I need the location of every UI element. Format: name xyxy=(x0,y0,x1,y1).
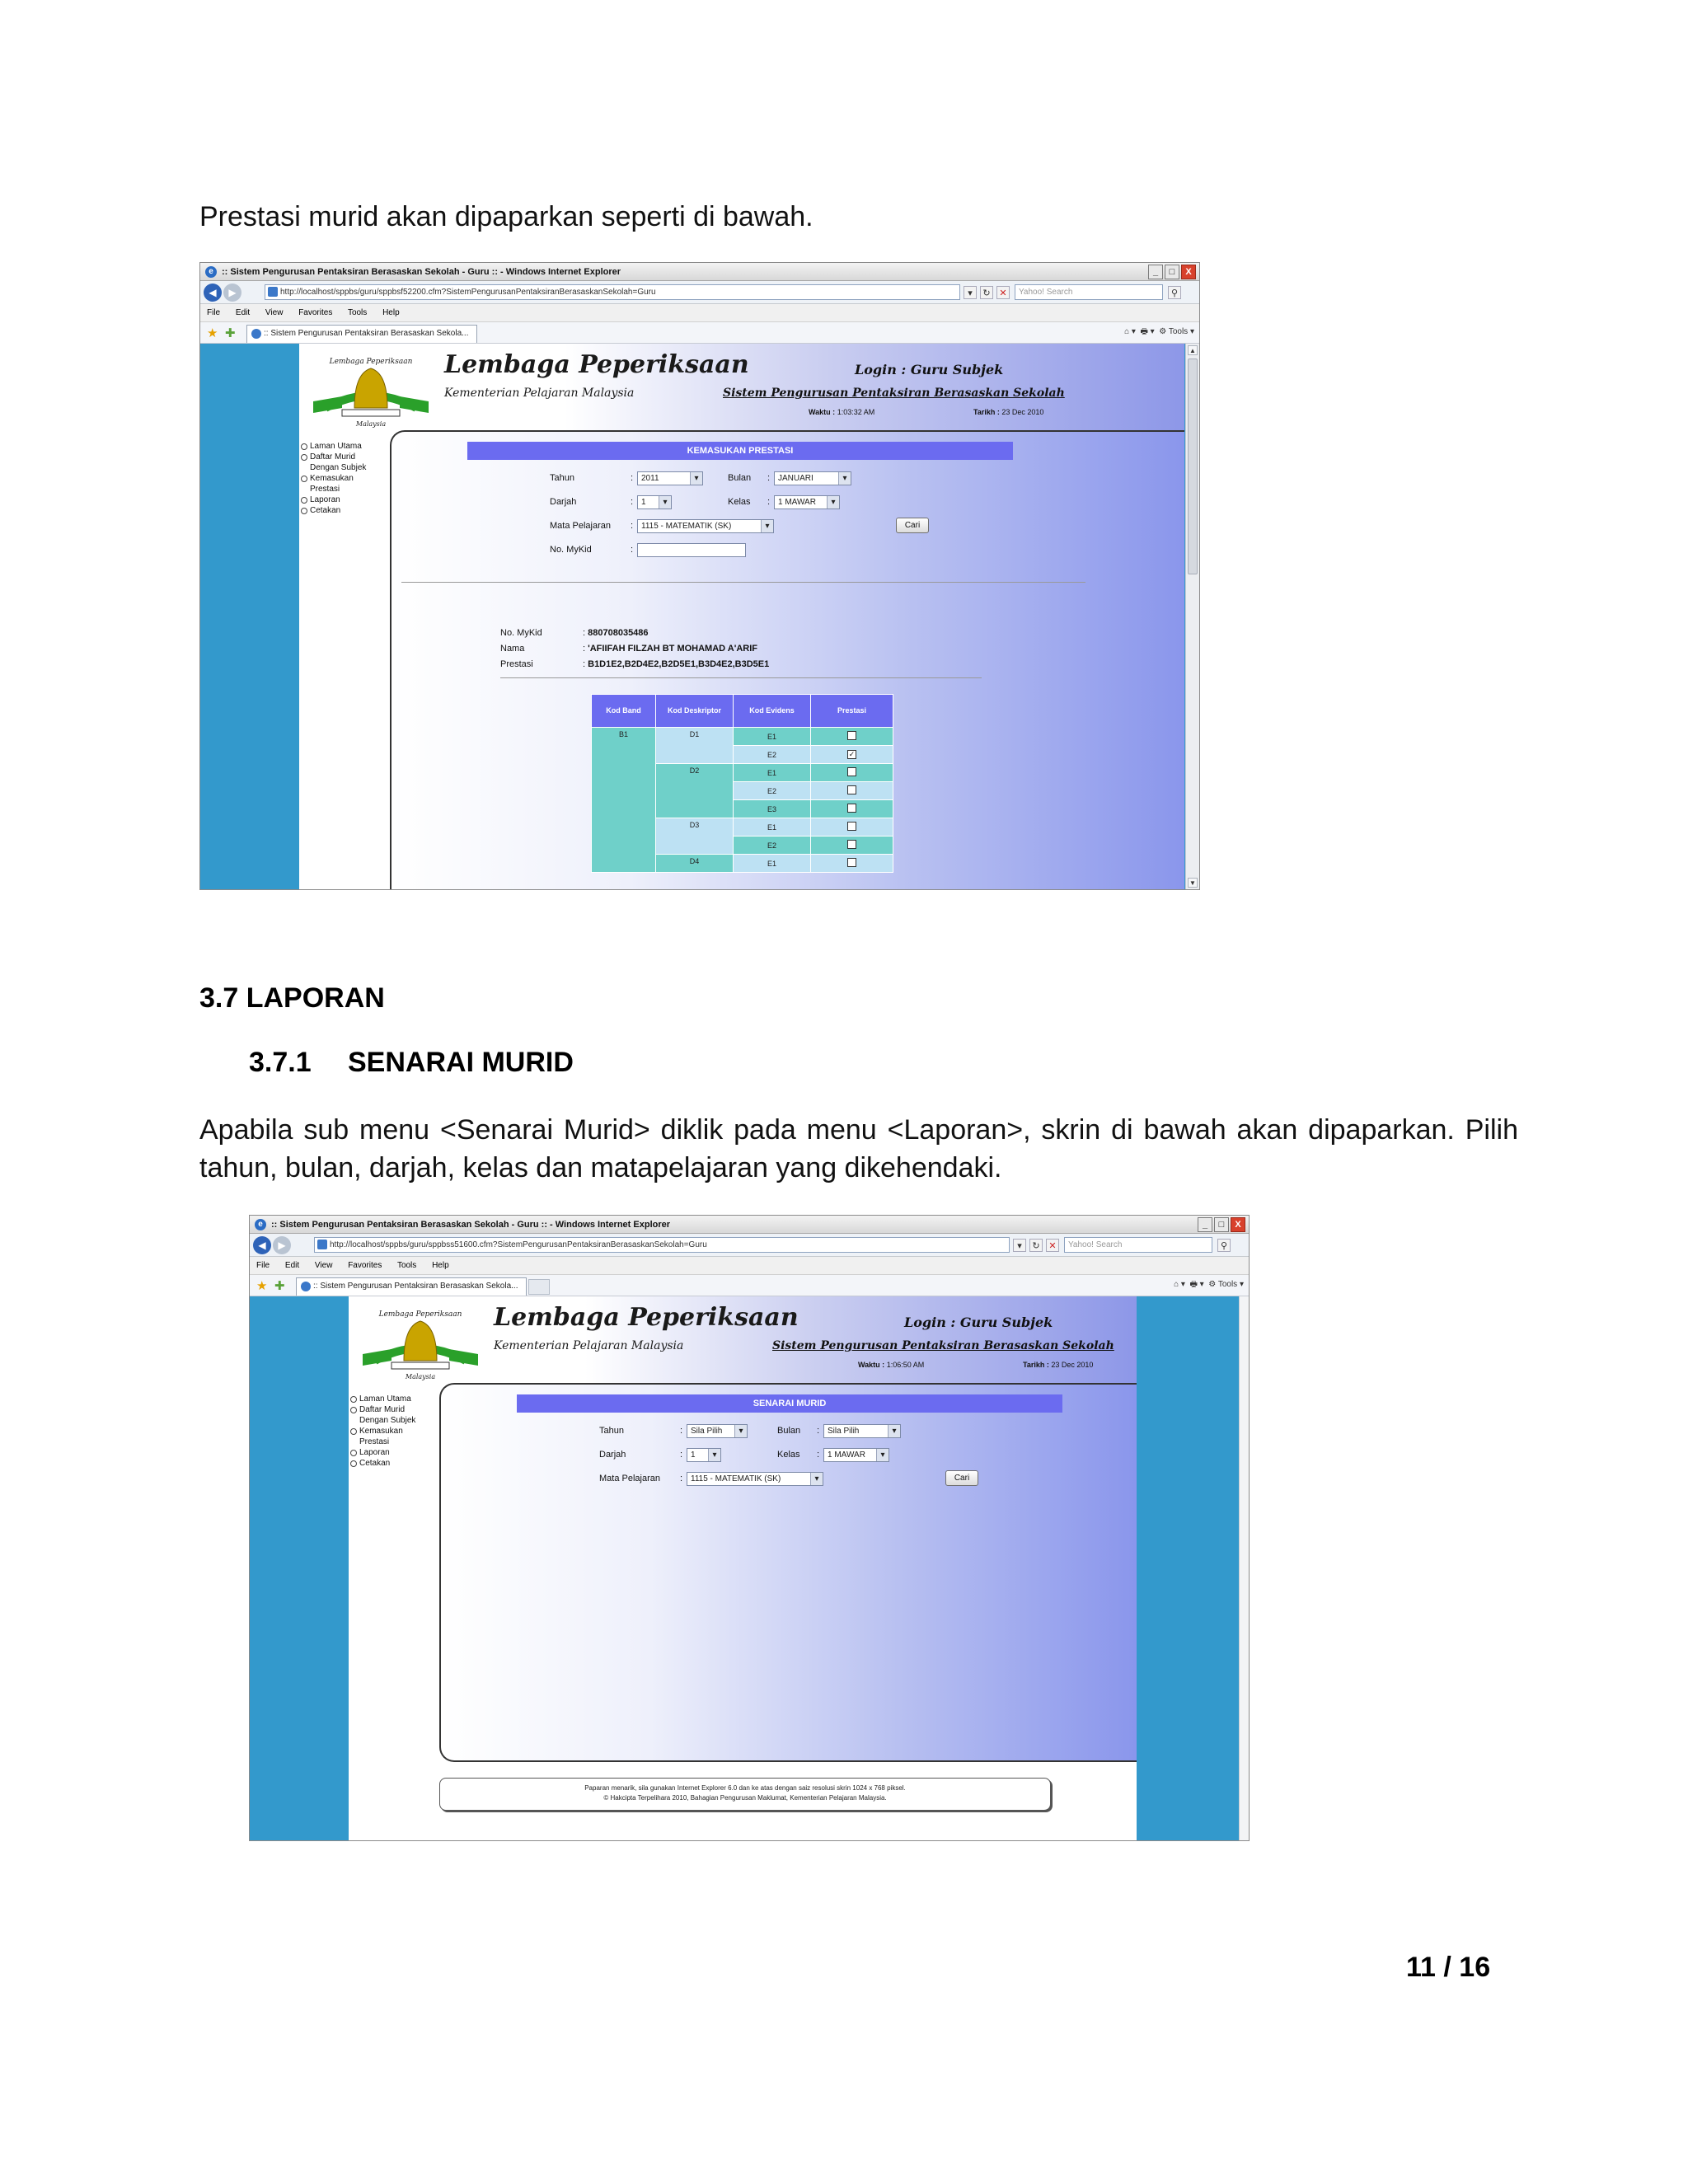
window-title: :: Sistem Pengurusan Pentaksiran Berasaskan Sekolah - Guru :: - Windows Internet Explorer xyxy=(271,1220,671,1230)
desc-cell: D2 xyxy=(656,764,734,818)
forward-button[interactable]: ▶ xyxy=(273,1236,291,1254)
evidence-cell: E1 xyxy=(734,818,811,837)
mata-pelajaran-label: Mata Pelajaran xyxy=(599,1474,660,1483)
evidence-cell: E3 xyxy=(734,800,811,818)
darjah-label: Darjah xyxy=(599,1450,626,1460)
student-mykid-value: 880708035486 xyxy=(588,628,649,638)
prestasi-cell xyxy=(811,746,893,764)
menu-daftar-murid[interactable]: Daftar Murid xyxy=(301,452,366,462)
clock-date xyxy=(973,408,1043,416)
ie-menu-bar xyxy=(250,1257,1249,1275)
evidence-cell: E2 xyxy=(734,746,811,764)
prestasi-checkbox[interactable] xyxy=(847,822,856,831)
subsection-number: 3.7.1 xyxy=(249,1047,312,1078)
student-mykid: : 880708035486 xyxy=(583,628,649,638)
colon: : xyxy=(631,473,634,483)
date-label: Tarikh : xyxy=(973,408,1000,416)
url-dropdown-icon[interactable]: ▾ xyxy=(964,286,977,299)
url-text: http://localhost/sppbs/guru/sppbss51600.cfm?SistemPengurusanPentaksiranBerasaskanSekolah=Guru xyxy=(330,1240,707,1249)
side-menu xyxy=(301,441,366,516)
content-panel xyxy=(439,1383,1137,1762)
student-nama: : 'AFIIFAH FILZAH BT MOHAMAD A'ARIF xyxy=(583,644,757,654)
bulan-select[interactable]: Sila Pilih ▾ xyxy=(823,1424,901,1438)
desc-cell: D3 xyxy=(656,818,734,855)
menu-edit[interactable]: Edit xyxy=(235,308,251,317)
evidence-cell: E2 xyxy=(734,782,811,800)
content-panel xyxy=(390,430,1184,889)
close-button[interactable]: X xyxy=(1231,1217,1245,1232)
brand-title: Lembaga Peperiksaan xyxy=(444,350,749,379)
menu-help[interactable]: Help xyxy=(382,308,400,317)
crest-logo-icon xyxy=(359,1303,482,1381)
prestasi-cell xyxy=(811,837,893,855)
system-name: Sistem Pengurusan Pentaksiran Berasaskan Sekolah xyxy=(723,387,1065,400)
page-icon xyxy=(268,287,278,297)
desc-cell: D4 xyxy=(656,855,734,873)
crest-top-text: Lembaga Peperiksaan xyxy=(329,358,413,366)
menu-help[interactable]: Help xyxy=(432,1261,449,1270)
mykid-label: No. MyKid xyxy=(550,545,592,555)
scroll-thumb[interactable] xyxy=(1188,359,1198,574)
menu-view[interactable]: View xyxy=(265,308,284,317)
page-footer xyxy=(439,1778,1051,1811)
ie-content-area xyxy=(250,1296,1249,1840)
cari-button[interactable]: Cari xyxy=(945,1470,978,1486)
menu-laman-utama[interactable]: Laman Utama xyxy=(301,441,366,452)
intro-text: Prestasi murid akan dipaparkan seperti di bawah. xyxy=(199,201,814,232)
para-line2: tahun, bulan, darjah, kelas dan matapelajaran yang dikehendaki. xyxy=(199,1152,1002,1183)
evidence-cell: E1 xyxy=(734,728,811,746)
search-icon[interactable]: ⚲ xyxy=(1168,286,1181,299)
vertical-scrollbar[interactable] xyxy=(1185,344,1199,889)
evidence-cell: E2 xyxy=(734,837,811,855)
date-label: Tarikh : xyxy=(1023,1361,1049,1369)
header-kod-deskriptor: Kod Deskriptor xyxy=(656,695,734,728)
crest-bottom-text: Malaysia xyxy=(355,420,387,428)
tahun-label: Tahun xyxy=(599,1426,624,1436)
band-cell: B1 xyxy=(592,728,656,873)
tahun-label: Tahun xyxy=(550,473,574,483)
header-kod-evidens: Kod Evidens xyxy=(734,695,811,728)
login-text: Login : Guru Subjek xyxy=(855,362,1004,377)
portal-header xyxy=(299,344,1184,434)
add-favorite-icon[interactable]: ✚ xyxy=(225,326,236,340)
ie-tab-row xyxy=(200,322,1199,344)
refresh-icon[interactable]: ↻ xyxy=(980,286,993,299)
prestasi-cell xyxy=(811,728,893,746)
bulan-label: Bulan xyxy=(777,1426,801,1436)
prestasi-checkbox[interactable] xyxy=(847,858,856,867)
url-text: http://localhost/sppbs/guru/sppbsf52200.cfm?SistemPengurusanPentaksiranBerasaskanSekolah=Guru xyxy=(280,288,656,297)
favorites-star-icon[interactable]: ★ xyxy=(207,326,218,340)
mata-pelajaran-select[interactable]: 1115 - MATEMATIK (SK) ▾ xyxy=(687,1472,823,1486)
date-value: 23 Dec 2010 xyxy=(1051,1361,1094,1369)
portal-header xyxy=(349,1296,1137,1387)
colon: : xyxy=(817,1426,820,1436)
header-prestasi: Prestasi xyxy=(811,695,893,728)
footer-line2: © Hakcipta Terpelihara 2010, Bahagian Pengurusan Maklumat, Kementerian Pelajaran Malaysia. xyxy=(603,1794,887,1802)
page-icon xyxy=(317,1240,327,1249)
menu-laman-utama[interactable]: Laman Utama xyxy=(350,1394,415,1404)
brand-subtitle: Kementerian Pelajaran Malaysia xyxy=(444,387,635,400)
kelas-label: Kelas xyxy=(728,497,751,507)
back-button[interactable]: ◀ xyxy=(253,1236,271,1254)
menu-cetakan[interactable]: Cetakan xyxy=(301,505,366,516)
colon: : xyxy=(631,521,634,531)
cari-button[interactable]: Cari xyxy=(896,518,929,533)
search-icon[interactable]: ⚲ xyxy=(1217,1239,1231,1252)
panel-title: SENARAI MURID xyxy=(517,1394,1062,1413)
menu-tools[interactable]: Tools xyxy=(347,308,368,317)
colon: : xyxy=(767,473,771,483)
student-mykid-label: No. MyKid xyxy=(500,628,542,638)
divider xyxy=(500,677,982,678)
back-button[interactable]: ◀ xyxy=(204,284,222,302)
window-title: :: Sistem Pengurusan Pentaksiran Berasaskan Sekolah - Guru :: - Windows Internet Explorer xyxy=(222,267,621,277)
menu-laporan[interactable]: Laporan xyxy=(301,494,366,505)
kelas-label: Kelas xyxy=(777,1450,800,1460)
darjah-select[interactable]: 1 ▾ xyxy=(637,495,672,509)
menu-daftar-murid-line2[interactable]: Dengan Subjek xyxy=(310,463,367,472)
evidence-cell: E1 xyxy=(734,855,811,873)
student-prestasi: : B1D1E2,B2D4E2,B2D5E1,B3D4E2,B3D5E1 xyxy=(583,659,770,669)
time-value: 1:03:32 AM xyxy=(837,408,875,416)
menu-view[interactable]: View xyxy=(314,1261,333,1270)
menu-kemasukan-line2[interactable]: Prestasi xyxy=(310,485,340,494)
menu-kemasukan[interactable]: Kemasukan xyxy=(301,473,366,484)
kelas-select[interactable]: 1 MAWAR ▾ xyxy=(774,495,840,509)
side-menu xyxy=(350,1394,415,1469)
portal-page xyxy=(299,344,1184,889)
para-line1: Apabila sub menu <Senarai Murid> diklik pada menu <Laporan>, skrin di bawah akan dipaparkan. Pilih xyxy=(199,1114,1518,1146)
desc-cell: D1 xyxy=(656,728,734,764)
colon: : xyxy=(631,545,634,555)
tools-label[interactable]: Tools xyxy=(1217,1280,1238,1289)
clock-time xyxy=(858,1361,924,1369)
prestasi-cell xyxy=(811,800,893,818)
colon: : xyxy=(680,1474,683,1483)
darjah-label: Darjah xyxy=(550,497,577,507)
clock-date xyxy=(1023,1361,1093,1369)
new-tab-button[interactable] xyxy=(528,1279,550,1295)
stop-icon[interactable]: ✕ xyxy=(996,286,1010,299)
menu-cetakan[interactable]: Cetakan xyxy=(350,1458,415,1469)
ie-logo-icon: e xyxy=(255,1219,266,1230)
bulan-select[interactable]: JANUARI ▾ xyxy=(774,471,851,485)
address-bar-row xyxy=(200,281,1199,304)
colon: : xyxy=(817,1450,820,1460)
prestasi-cell xyxy=(811,855,893,873)
menu-laporan[interactable]: Laporan xyxy=(350,1447,415,1458)
command-bar: ⌂ ▾ 🖶 ▾ ⚙ Tools ▾ xyxy=(1174,1280,1244,1289)
ie-logo-icon: e xyxy=(205,266,217,278)
menu-daftar-murid[interactable]: Daftar Murid xyxy=(350,1404,415,1415)
colon: : xyxy=(680,1426,683,1436)
prestasi-checkbox[interactable] xyxy=(847,804,856,813)
brand-subtitle: Kementerian Pelajaran Malaysia xyxy=(494,1339,684,1352)
prestasi-cell xyxy=(811,818,893,837)
kelas-select[interactable]: 1 MAWAR ▾ xyxy=(823,1448,889,1462)
mata-pelajaran-label: Mata Pelajaran xyxy=(550,521,611,531)
menu-favorites[interactable]: Favorites xyxy=(298,308,333,317)
colon: : xyxy=(767,497,771,507)
mata-pelajaran-select[interactable]: 1115 - MATEMATIK (SK) ▾ xyxy=(637,519,774,533)
tahun-select[interactable]: Sila Pilih ▾ xyxy=(687,1424,748,1438)
favorites-star-icon[interactable]: ★ xyxy=(256,1279,268,1293)
panel-title: KEMASUKAN PRESTASI xyxy=(467,442,1013,460)
prestasi-cell xyxy=(811,764,893,782)
url-dropdown-icon[interactable]: ▾ xyxy=(1013,1239,1026,1252)
colon: : xyxy=(680,1450,683,1460)
login-text: Login : Guru Subjek xyxy=(904,1315,1053,1330)
evidence-cell: E1 xyxy=(734,764,811,782)
menu-kemasukan[interactable]: Kemasukan xyxy=(350,1426,415,1436)
darjah-select[interactable]: 1 ▾ xyxy=(687,1448,721,1462)
minimize-button[interactable]: _ xyxy=(1198,1217,1212,1232)
menu-kemasukan-line2[interactable]: Prestasi xyxy=(359,1437,390,1446)
ie-window-senarai-murid xyxy=(249,1215,1250,1841)
prestasi-cell xyxy=(811,782,893,800)
student-nama-value: 'AFIIFAH FILZAH BT MOHAMAD A'ARIF xyxy=(588,644,757,654)
brand-title: Lembaga Peperiksaan xyxy=(494,1303,799,1332)
restore-button[interactable]: □ xyxy=(1214,1217,1229,1232)
tahun-select[interactable]: 2011 ▾ xyxy=(637,471,703,485)
add-favorite-icon[interactable]: ✚ xyxy=(274,1279,285,1293)
command-bar: ⌂ ▾ 🖶 ▾ ⚙ Tools ▾ xyxy=(1124,327,1194,336)
restore-button[interactable]: □ xyxy=(1165,265,1179,279)
colon: : xyxy=(631,497,634,507)
time-label: Waktu : xyxy=(858,1361,885,1369)
clock-time xyxy=(809,408,874,416)
prestasi-checkbox[interactable] xyxy=(847,731,856,740)
menu-edit[interactable]: Edit xyxy=(284,1261,300,1270)
address-bar-row xyxy=(250,1234,1249,1257)
student-nama-label: Nama xyxy=(500,644,525,654)
ie-title-bar xyxy=(200,263,1199,281)
close-button[interactable]: X xyxy=(1181,265,1196,279)
stop-icon[interactable]: ✕ xyxy=(1046,1239,1059,1252)
portal-page xyxy=(349,1296,1137,1840)
ie-menu-bar xyxy=(200,304,1199,322)
url-field[interactable] xyxy=(265,284,960,300)
scroll-up-icon[interactable]: ▲ xyxy=(1188,345,1198,355)
student-prestasi-label: Prestasi xyxy=(500,659,533,669)
browser-tab[interactable]: :: Sistem Pengurusan Pentaksiran Berasaskan Sekola... xyxy=(296,1277,527,1296)
ie-content-area xyxy=(200,344,1199,889)
table-row xyxy=(592,728,893,746)
header-kod-band: Kod Band xyxy=(592,695,656,728)
time-label: Waktu : xyxy=(809,408,836,416)
prestasi-table xyxy=(591,694,893,873)
ie-tab-row xyxy=(250,1275,1249,1296)
search-input[interactable]: Yahoo! Search xyxy=(1015,284,1163,300)
crest-top-text: Lembaga Peperiksaan xyxy=(378,1310,462,1319)
browser-tab[interactable]: :: Sistem Pengurusan Pentaksiran Berasaskan Sekola... xyxy=(246,325,477,343)
scroll-down-icon[interactable]: ▼ xyxy=(1188,878,1198,888)
prestasi-checkbox[interactable] xyxy=(847,785,856,794)
bulan-label: Bulan xyxy=(728,473,752,483)
tools-label[interactable]: Tools xyxy=(1168,327,1189,336)
student-prestasi-value: B1D1E2,B2D4E2,B2D5E1,B3D4E2,B3D5E1 xyxy=(588,659,770,669)
minimize-button[interactable]: _ xyxy=(1148,265,1163,279)
refresh-icon[interactable]: ↻ xyxy=(1029,1239,1043,1252)
crest-bottom-text: Malaysia xyxy=(405,1373,436,1380)
menu-favorites[interactable]: Favorites xyxy=(348,1261,382,1270)
divider xyxy=(401,582,1085,583)
section-heading: 3.7 LAPORAN xyxy=(199,982,385,1014)
menu-tools[interactable]: Tools xyxy=(396,1261,417,1270)
prestasi-checkbox[interactable] xyxy=(847,840,856,849)
prestasi-checkbox[interactable] xyxy=(847,767,856,776)
ie-window-kemasukan-prestasi xyxy=(199,262,1200,890)
subsection-title: SENARAI MURID xyxy=(348,1047,574,1078)
ie-title-bar xyxy=(250,1216,1249,1234)
system-name: Sistem Pengurusan Pentaksiran Berasaskan Sekolah xyxy=(772,1339,1114,1352)
page-number: 11 / 16 xyxy=(1406,1952,1491,1983)
url-field[interactable] xyxy=(314,1237,1010,1253)
time-value: 1:06:50 AM xyxy=(886,1361,925,1369)
forward-button[interactable]: ▶ xyxy=(223,284,241,302)
vertical-scrollbar[interactable] xyxy=(1239,1296,1249,1840)
crest-logo-icon xyxy=(309,350,433,429)
menu-file[interactable]: File xyxy=(256,1261,270,1270)
search-input[interactable]: Yahoo! Search xyxy=(1064,1237,1212,1253)
menu-file[interactable]: File xyxy=(207,308,221,317)
mykid-input[interactable] xyxy=(637,543,746,557)
menu-daftar-murid-line2[interactable]: Dengan Subjek xyxy=(359,1416,416,1425)
prestasi-checkbox[interactable]: ✓ xyxy=(848,750,856,758)
date-value: 23 Dec 2010 xyxy=(1001,408,1044,416)
footer-line1: Paparan menarik, sila gunakan Internet Explorer 6.0 dan ke atas dengan saiz resolusi skrin 1024 x 768 piksel. xyxy=(584,1784,906,1792)
